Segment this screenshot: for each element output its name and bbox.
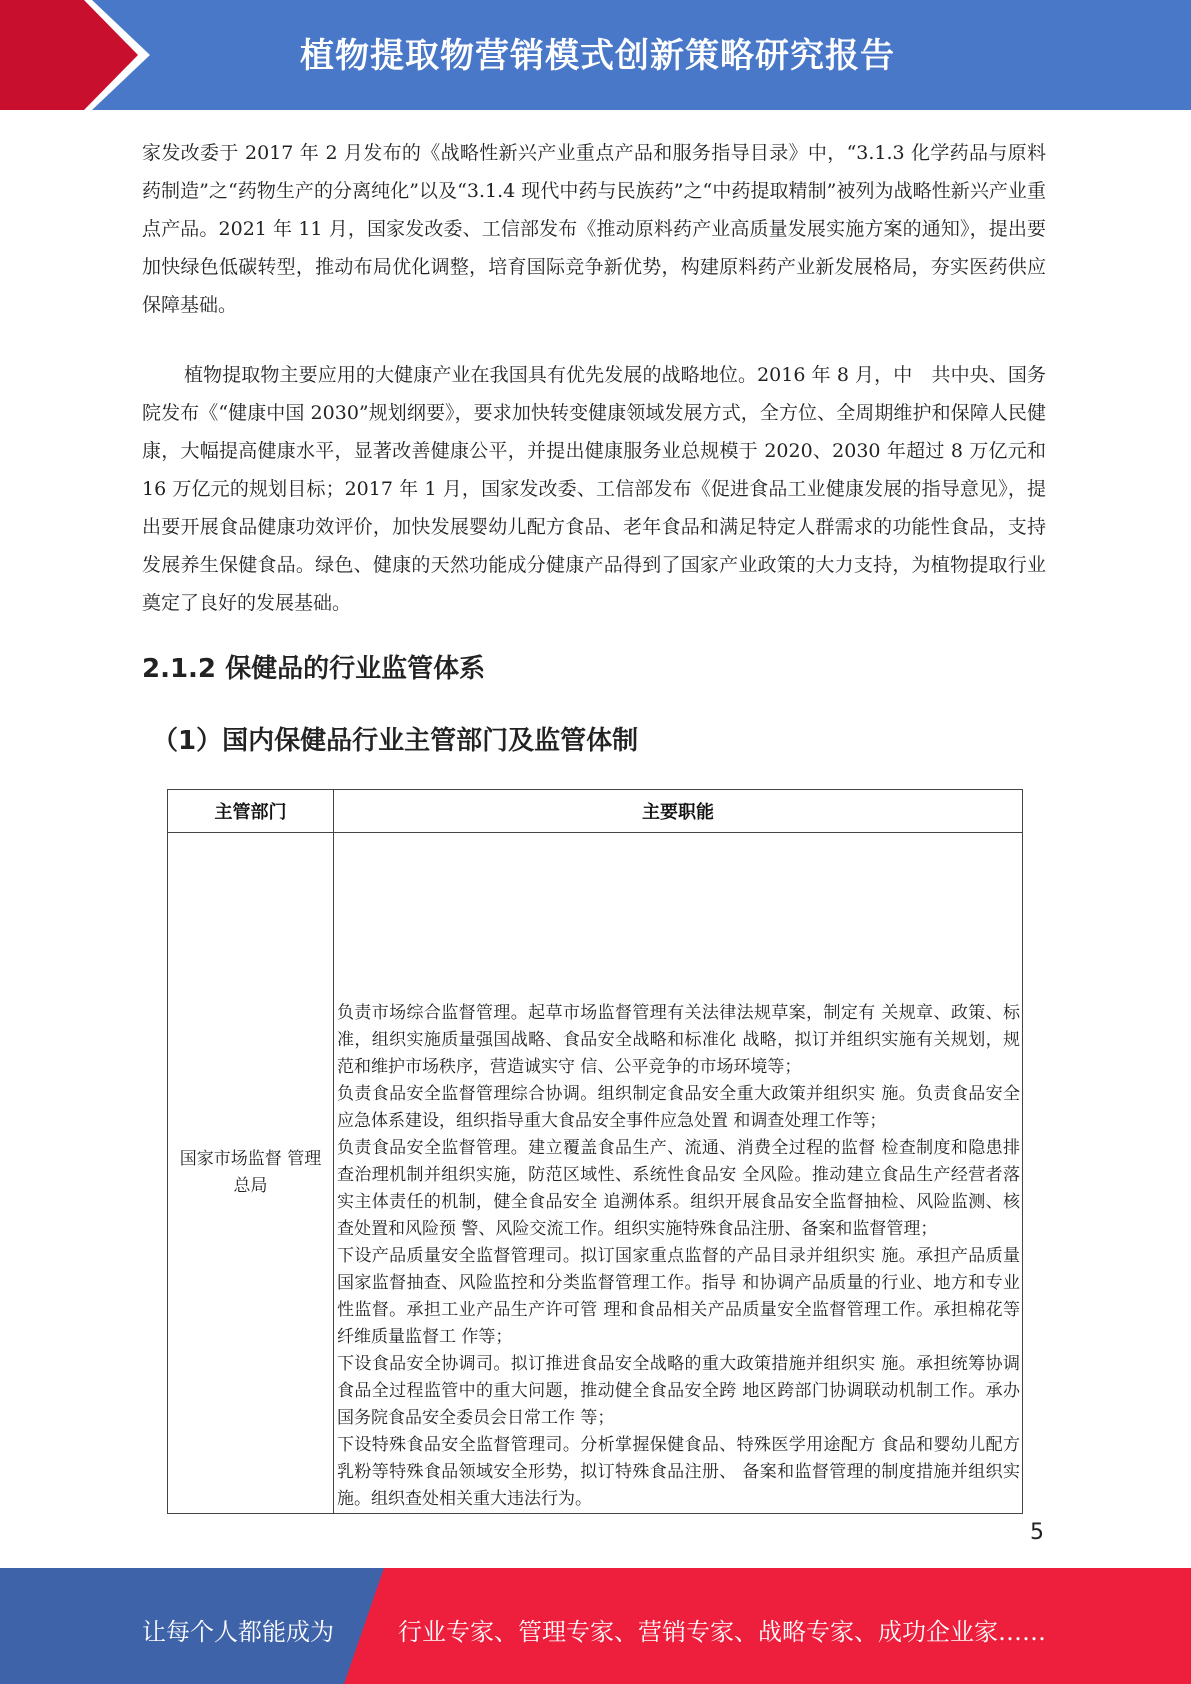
page-header — [0, 0, 1191, 110]
page-number: 5 — [1030, 1520, 1044, 1545]
table-header-row — [168, 790, 1023, 833]
cell-duties — [334, 833, 1023, 1514]
duty-item: 负责市场综合监督管理。起草市场监督管理有关法律法规草案，制定有 关规章、政策、标准，组织实施质量强国战略、食品安全战略和标准化 战略，拟订并组织实施有关规划，规范和维护市场秩序，营造诚实守 信、公平竞争的市场环境等； — [337, 1003, 1020, 1077]
page-footer — [0, 1568, 1191, 1684]
subsection-heading: （1）国内保健品行业主管部门及监管体制 — [152, 726, 639, 756]
cell-department: 国家市场监督 管理总局 — [168, 833, 334, 1514]
duty-item: 负责食品安全监督管理。建立覆盖食品生产、流通、消费全过程的监督 检查制度和隐患排查治理机制并组织实施，防范区域性、系统性食品安 全风险。推动建立食品生产经营者落实主体责任的机制，健全食品安全 追溯体系。组织开展食品安全监督抽检、风险监测、核查处置和风险预 警、风险交流工作。组织实施特殊食品注册、备案和监督管理； — [337, 1138, 1020, 1239]
regulation-table-wrapper — [167, 789, 1023, 1509]
report-title: 植物提取物营销模式创新策略研究报告 — [300, 36, 895, 76]
paragraph-2: 植物提取物主要应用的大健康产业在我国具有优先发展的战略地位。2016 年 8 月，中 共中央、国务院发布《“健康中国 2030”规划纲要》，要求加快转变健康领域发展方式，全方位、全周期维护和保障人民健康，大幅提高健康水平，显著改善健康公平，并提出健康服务业总规模于 2020、2030 年超过 8 万亿元和 16 万亿元的规划目标；2017 年 1 月，国家发改委、工信部发布《促进食品工业健康发展的指导意见》，提出要开展食品健康功效评价，加快发展婴幼儿配方食品、老年食品和满足特定人群需求的功能性食品，支持发展养生保健食品。绿色、健康的天然功能成分健康产品得到了国家产业政策的大力支持，为植物提取行业奠定了良好的发展基础。 — [142, 364, 1046, 614]
duty-item: 下设特殊食品安全监督管理司。分析掌握保健食品、特殊医学用途配方 食品和婴幼儿配方乳粉等特殊食品领域安全形势，拟订特殊食品注册、 备案和监督管理的制度措施并组织实施。组织查处相关重大违法行为。 — [337, 1435, 1020, 1509]
footer-slogan-right: 行业专家、管理专家、营销专家、战略专家、成功企业家…… — [398, 1618, 1046, 1646]
regulation-table — [167, 789, 1023, 1514]
table-row — [168, 833, 1023, 1514]
paragraph-1: 家发改委于 2017 年 2 月发布的《战略性新兴产业重点产品和服务指导目录》中，“3.1.3 化学药品与原料药制造”之“药物生产的分离纯化”以及“3.1.4 现代中药与民族药”之“中药提取精制”被列为战略性新兴产业重点产品。2021 年 11 月，国家发改委、工信部发布《推动原料药产业高质量发展实施方案的通知》，提出要加快绿色低碳转型，推动布局优化调整，培育国际竞争新优势，构建原料药产业新发展格局，夯实医药供应保障基础。 — [142, 142, 1046, 316]
footer-slogan-left: 让每个人都能成为 — [142, 1618, 334, 1646]
header-red-chevron — [0, 0, 150, 110]
section-heading: 2.1.2 保健品的行业监管体系 — [142, 654, 486, 684]
table-header-department: 主管部门 — [168, 790, 334, 833]
duty-item: 负责食品安全监督管理综合协调。组织制定食品安全重大政策并组织实 施。负责食品安全应急体系建设，组织指导重大食品安全事件应急处置 和调查处理工作等； — [337, 1084, 1020, 1131]
duty-item: 下设食品安全协调司。拟订推进食品安全战略的重大政策措施并组织实 施。承担统筹协调食品全过程监管中的重大问题，推动健全食品安全跨 地区跨部门协调联动机制工作。承办国务院食品安全委员会日常工作 等； — [337, 1354, 1020, 1428]
table-header-duties: 主要职能 — [334, 790, 1023, 833]
duty-item: 下设产品质量安全监督管理司。拟订国家重点监督的产品目录并组织实 施。承担产品质量国家监督抽查、风险监控和分类监督管理工作。指导 和协调产品质量的行业、地方和专业性监督。承担工业产品生产许可管 理和食品相关产品质量安全监督管理工作。承担棉花等纤维质量监督工 作等； — [337, 1246, 1020, 1347]
